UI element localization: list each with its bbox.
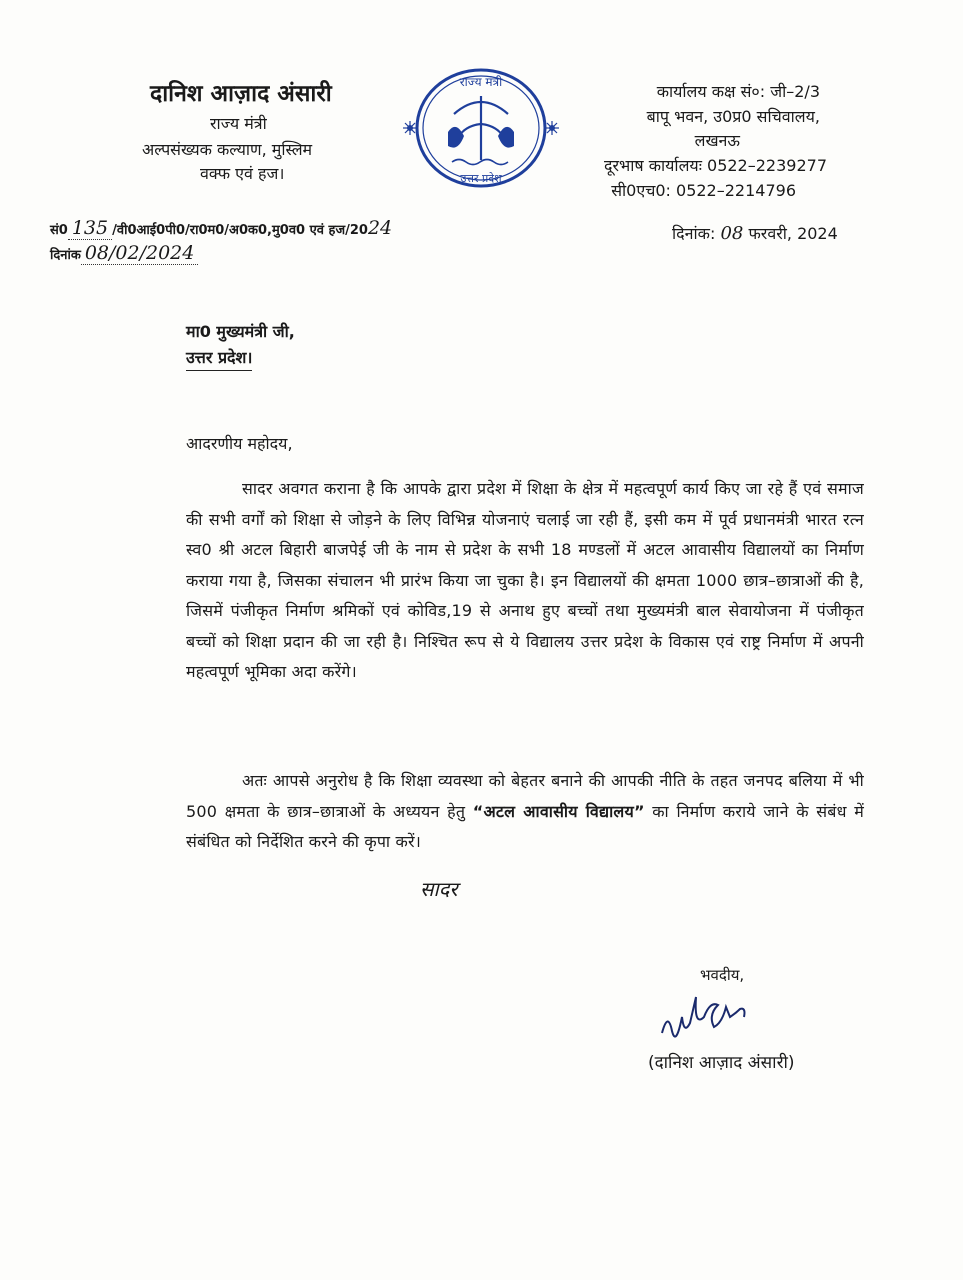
reference-handwritten-number: 135 [68,217,112,240]
office-phone: दूरभाष कार्यालयः 0522–2239277 [603,156,827,175]
cug-phone: सी0एच0: 0522–2214796 [611,181,796,200]
body-paragraph-1: सादर अवगत कराना है कि आपके द्वारा प्रदेश में शिक्षा के क्षेत्र में महत्वपूर्ण कार्य किए जा रहे हैं एवं समाज की सभी वर्गों को शिक्षा से जोड़ने के लिए विभिन्न योजनाएं चलाई जा रही हैं, इसी कम में पूर्व प्रधानमंत्री भारत रत्न स्व0 श्री अटल बिहारी बाजपेई जी के नाम से प्रदेश के सभी 18 मण्डलों में अटल आवासीय विद्यालयों का निर्माण कराया गया है, जिसका संचालन भी प्रारंभ किया जा चुका है। इन विद्यालयों की क्षमता 1000 छात्र–छात्राओं की है, जिसमें पंजीकृत निर्माण श्रमिकों एवं कोविड,19 से अनाथ हुए बच्चों तथा मुख्यमंत्री बाल सेवायोजना में पंजीकृत बच्चों को शिक्षा प्रदान की जा रही है। निश्चित रूप से ये विद्यालय उत्तर प्रदेश के विकास एवं राष्ट्र निर्माण में अपनी महत्वपूर्ण भूमिका अदा करेंगे। [186,479,864,681]
letter-date [672,222,838,244]
addressee-state: उत्तर प्रदेश। [186,346,252,371]
reference-prefix: सं0 [50,223,68,238]
date-label: दिनांक: [672,224,716,243]
office-room: कार्यालय कक्ष सं०: जी–2/3 [656,82,820,101]
office-building: बापू भवन, उ0प्र0 सचिवालय, [646,107,820,126]
reference-text: /वी0आई0पी0/रा0म0/अ0क0,मु0व0 एवं हज/20 [112,223,368,238]
addressee-title: मा0 मुख्यमंत्री जी, [186,322,295,341]
date-day: 08 [720,223,744,244]
sender-department-line2: वक्फ एवं हज। [200,164,285,183]
signature [656,995,766,1045]
reference-date-value: 08/02/2024 [81,242,199,265]
uttar-pradesh-emblem [402,62,560,194]
emblem-bottom-text: उत्तर प्रदेश [460,172,502,185]
school-name: “अटल आवासीय विद्यालय” [472,801,645,821]
closing: भवदीय, [700,966,745,984]
body-paragraph-2 [186,766,864,858]
signer-name: (दानिश आज़ाद अंसारी) [648,1053,795,1073]
emblem-top-text: राज्य मंत्री [459,75,503,89]
paragraph2-end: का निर्माण कराये जाने के संबंध में संबंधित को निर्देशित करने की कृपा करें। [186,801,864,851]
reference-number [50,217,392,240]
reference-year: 24 [367,217,393,239]
sender-post: राज्य मंत्री [210,114,267,133]
sender-department-line1: अल्पसंख्यक कल्याण, मुस्लिम [142,140,313,159]
reference-date-label: दिनांक [50,248,81,263]
handwritten-annotation: सादर [420,877,458,901]
sender-name: दानिश आज़ाद अंसारी [150,81,332,107]
paragraph2-start: अतः आपसे अनुरोध है कि शिक्षा व्यवस्था को बेहतर बनाने की आपकी नीति के तहत जनपद बलिया में भी 500 क्षमता के छात्र–छात्राओं के अध्ययन हेतु [186,771,864,821]
salutation: आदरणीय महोदय, [186,434,293,453]
office-city: लखनऊ [694,131,740,150]
date-month-year: फरवरी, 2024 [748,224,838,243]
reference-date [50,242,198,265]
